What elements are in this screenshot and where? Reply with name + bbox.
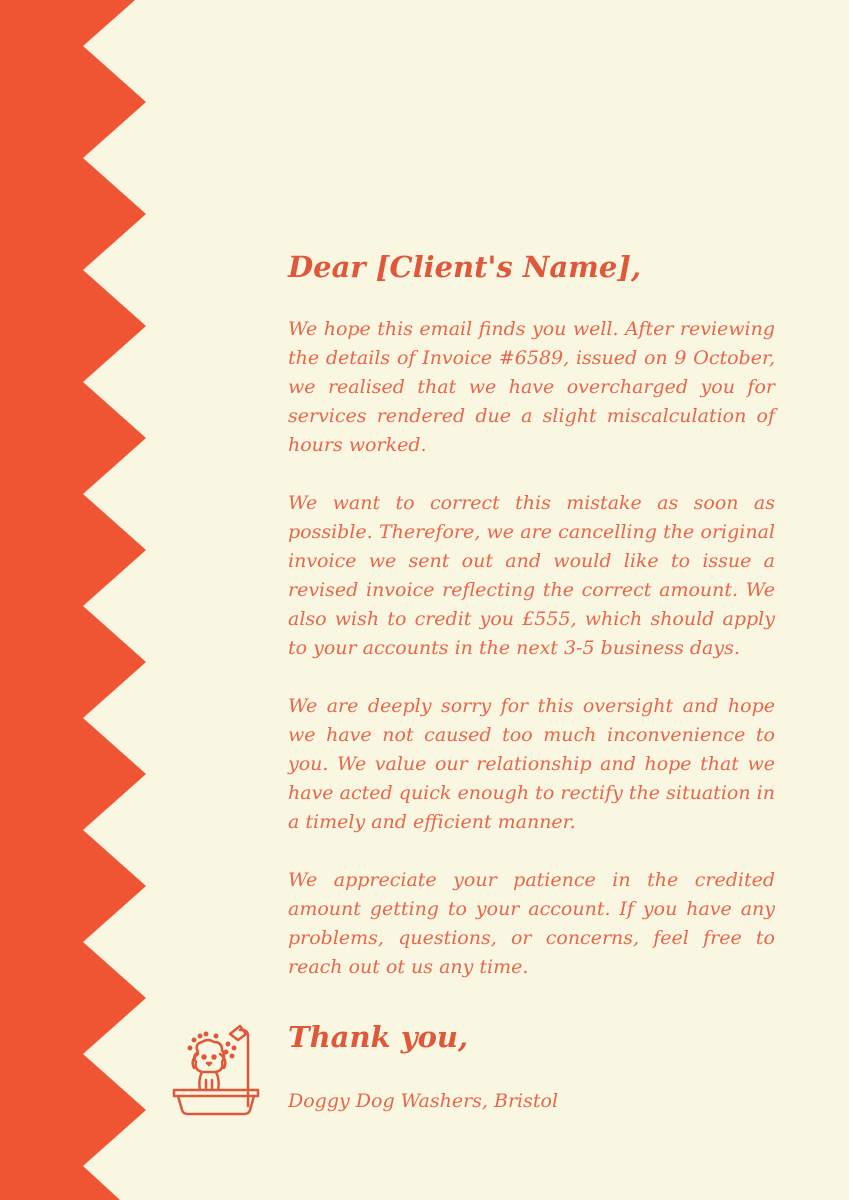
sender-name: Doggy Dog Washers, Bristol (288, 1090, 559, 1112)
dog-bath-icon (170, 1022, 262, 1118)
zigzag-border (0, 0, 150, 1200)
paragraph-2: We want to correct this mistake as soon as possible. Therefore, we are cancelling the original invoice we sent out and would like to issue a revised invoice reflecting the correct amount. We also wish to credit you £555, which should apply to your accounts in the next 3-5 business days. (288, 491, 775, 659)
paragraph-3: We are deeply sorry for this oversight and hope we have not caused too much inconvenience to you. We value our relationship and hope that we have acted quick enough to rectify the situation in a timely and efficient manner. (288, 694, 775, 833)
letter-body (288, 250, 775, 1011)
paragraph-4: We appreciate your patience in the credited amount getting to your account. If you have any problems, questions, or concerns, feel free to reach out ot us any time. (288, 868, 775, 978)
greeting: Dear [Client's Name], (288, 250, 642, 284)
signoff: Thank you, (288, 1020, 469, 1054)
paragraph-1: We hope this email finds you well. After reviewing the details of Invoice #6589, issued on 9 October, we realised that we have overcharged you for services rendered due a slight miscalculation of hours worked. (288, 317, 775, 456)
